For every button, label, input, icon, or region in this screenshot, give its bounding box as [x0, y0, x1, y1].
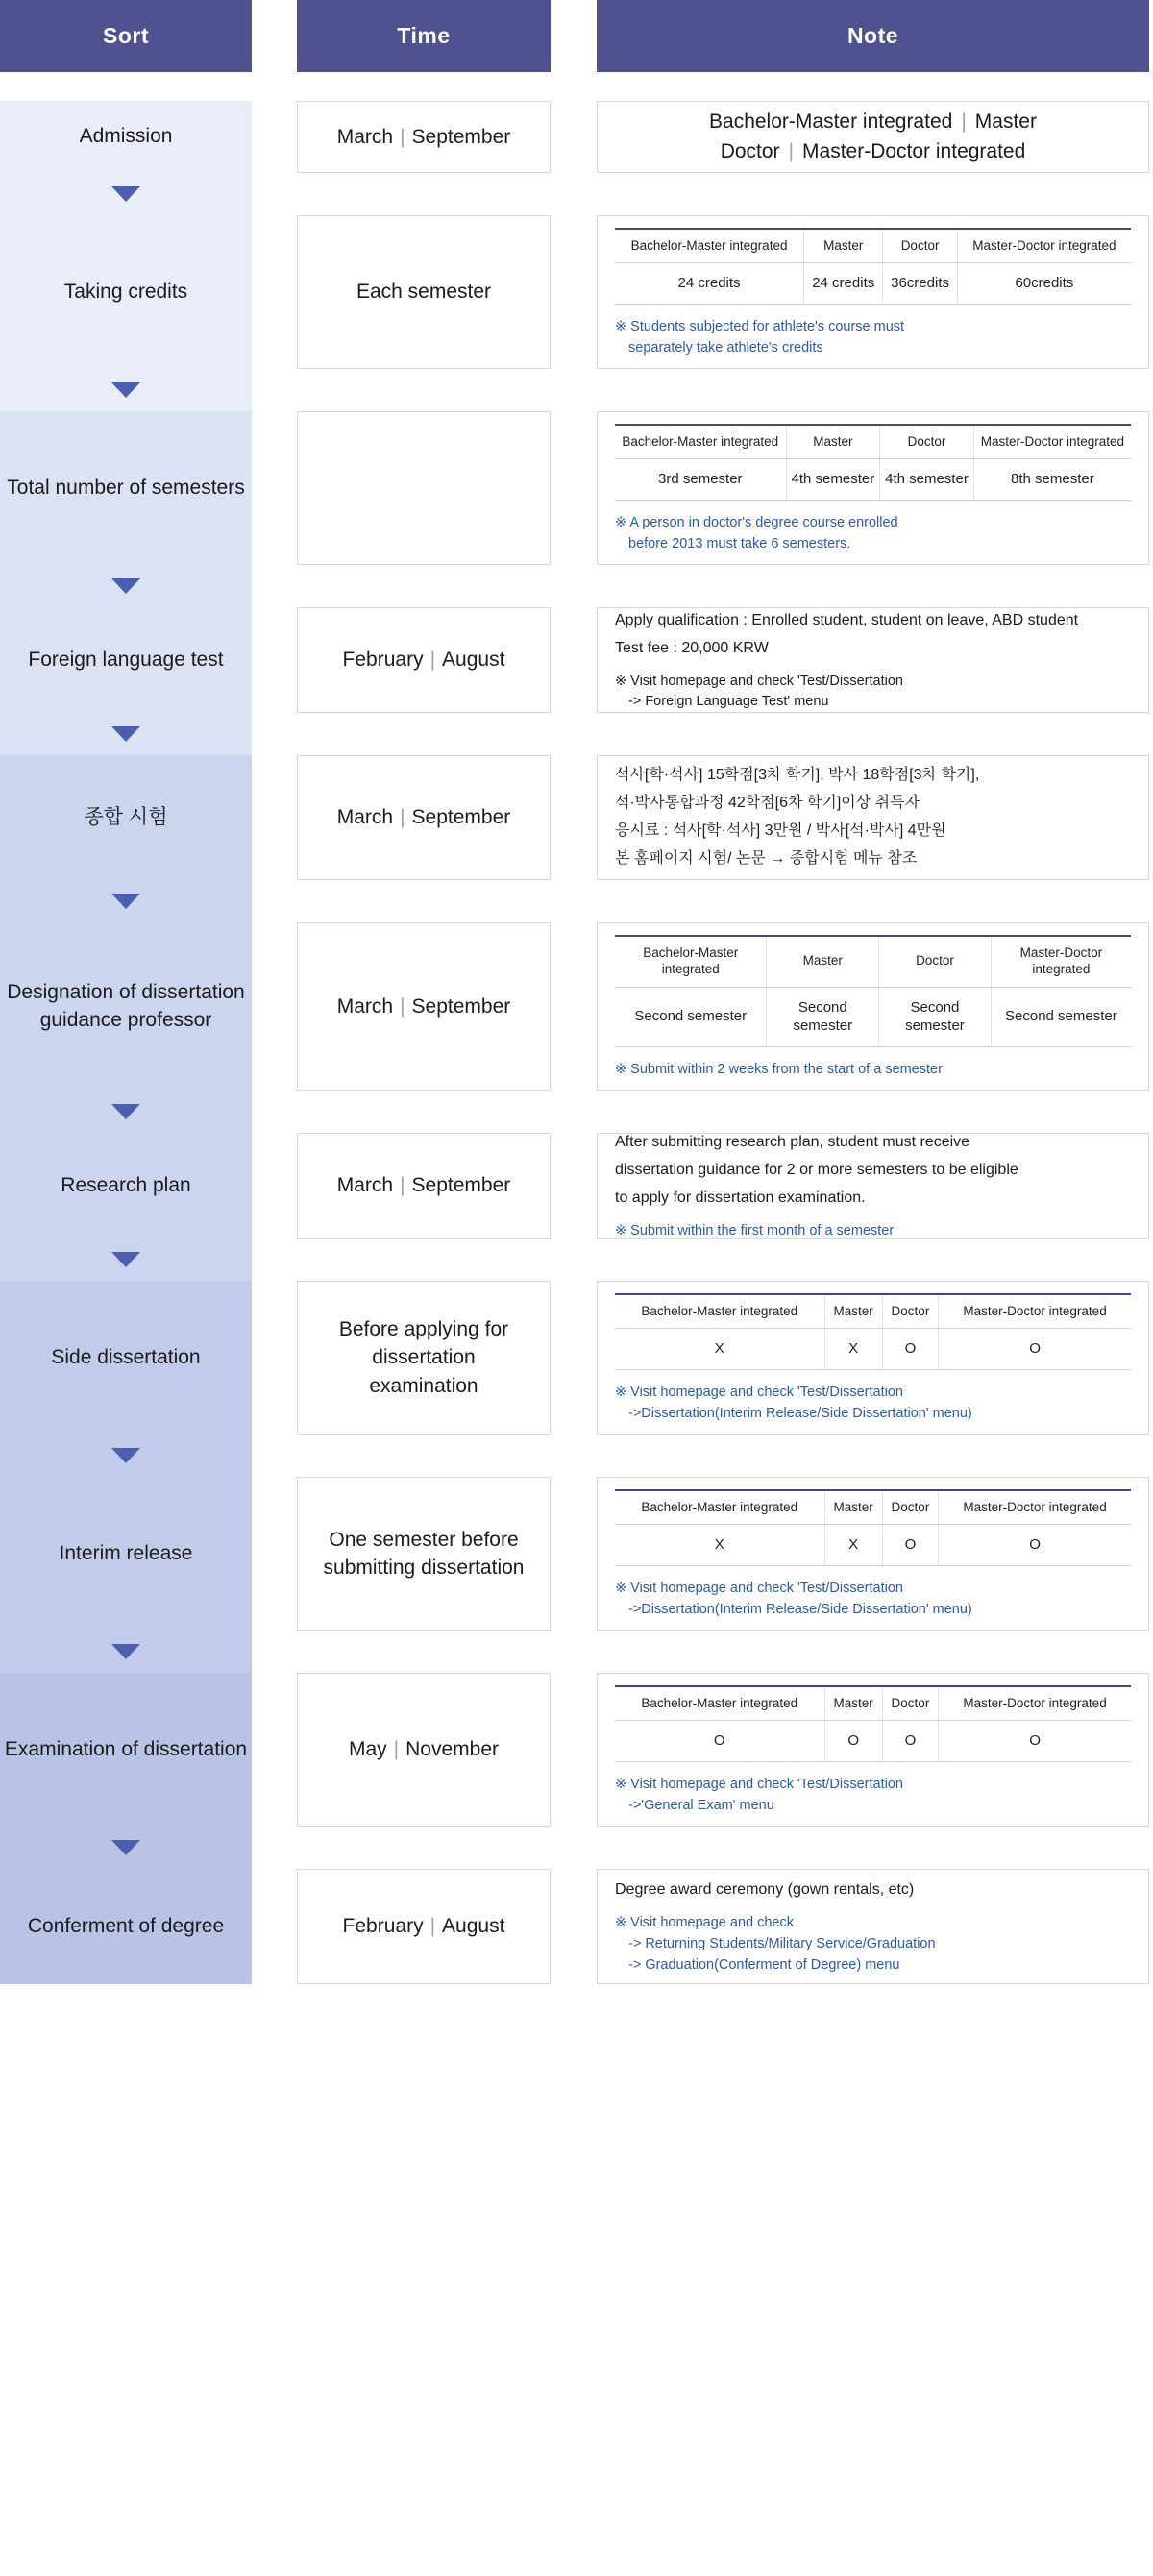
table-cell: X [615, 1329, 824, 1370]
note-line: dissertation guidance for 2 or more semesters to be eligible [615, 1162, 1018, 1179]
stage-label: Examination of dissertation [0, 1673, 252, 1827]
note-remark-line: ※ Submit within 2 weeks from the start of a semester [615, 1061, 943, 1077]
stage-time [297, 1477, 551, 1631]
column-gap [252, 1673, 297, 1827]
table-cell: 4th semester [786, 459, 880, 501]
column-gap [551, 755, 597, 880]
table-column-header: Doctor [882, 1294, 938, 1329]
time-separator: | [400, 806, 405, 829]
table-row [615, 987, 1131, 1046]
column-gap [252, 755, 297, 880]
table-cell: 8th semester [973, 459, 1131, 501]
flow-connector-row [0, 880, 1153, 922]
table-cell: O [939, 1329, 1131, 1370]
note-remark-line: ->Dissertation(Interim Release/Side Dissertation' menu) [628, 1601, 972, 1617]
note-remark-line: ※ Visit homepage and check 'Test/Dissertation [615, 673, 903, 689]
time-value-a: February [342, 649, 424, 672]
note-remark-line: ->Dissertation(Interim Release/Side Dissertation' menu) [628, 1405, 972, 1421]
flow-arrow-cell [0, 369, 252, 411]
connector-spacer [252, 173, 1153, 215]
table-column-header: Bachelor-Master integrated [615, 425, 786, 459]
note-remark [615, 317, 1131, 359]
table-cell: 3rd semester [615, 459, 786, 501]
table-column-header: Master-Doctor integrated [973, 425, 1131, 459]
time-value-b: September [411, 125, 511, 148]
stage-time [297, 922, 551, 1091]
table-column-header: Master [767, 936, 879, 987]
table-column-header: Bachelor-Master integrated [615, 229, 804, 263]
time-separator: | [400, 125, 405, 148]
flow-arrow-cell [0, 1239, 252, 1281]
note-line: Test fee : 20,000 KRW [615, 639, 769, 656]
process-row [0, 1673, 1153, 1827]
time-value-a: March [336, 1174, 394, 1197]
note-separator: | [961, 110, 967, 134]
table-column-header: Master [824, 1294, 882, 1329]
table-column-header: Bachelor-Master integrated [615, 936, 767, 987]
note-remark [615, 672, 1131, 714]
note-big-line [721, 137, 1026, 166]
stage-label: Taking credits [0, 215, 252, 369]
stage-label: 종합 시험 [0, 755, 252, 880]
table-cell: 24 credits [804, 263, 883, 305]
note-remark-line: -> Graduation(Conferment of Degree) menu [628, 1956, 900, 1973]
stage-time [297, 1281, 551, 1435]
note-remark [615, 1579, 1131, 1621]
column-gap [551, 411, 597, 565]
column-gap [252, 1477, 297, 1631]
column-gap [551, 1477, 597, 1631]
flow-arrow-cell [0, 173, 252, 215]
connector-spacer [252, 1239, 1153, 1281]
chevron-down-icon [111, 1252, 140, 1267]
connector-spacer [252, 1631, 1153, 1673]
flow-arrow-cell [0, 1435, 252, 1477]
column-gap [252, 607, 297, 713]
diagram-body [0, 101, 1153, 1984]
flow-connector-row [0, 1435, 1153, 1477]
column-gap [252, 922, 297, 1091]
table-row [615, 1721, 1131, 1762]
time-separator: | [393, 1738, 400, 1761]
time-value-a: Before applying for dissertation examination [338, 1317, 509, 1397]
table-cell: O [615, 1721, 824, 1762]
column-gap [551, 1869, 597, 1984]
table-column-header: Master-Doctor integrated [939, 1490, 1131, 1525]
time-value-b: November [405, 1738, 500, 1761]
chevron-down-icon [111, 578, 140, 594]
time-value-b: August [442, 1915, 505, 1938]
note-line: Apply qualification : Enrolled student, student on leave, ABD student [615, 611, 1079, 628]
table-cell: 36credits [883, 263, 957, 305]
stage-label: Research plan [0, 1133, 252, 1239]
flow-connector-row [0, 173, 1153, 215]
flow-connector-row [0, 1827, 1153, 1869]
table-column-header: Master [824, 1686, 882, 1721]
stage-time [297, 755, 551, 880]
spacer-e [597, 72, 1149, 101]
column-gap [252, 1869, 297, 1984]
flow-arrow-cell [0, 565, 252, 607]
column-gap [551, 922, 597, 1091]
flow-connector-row [0, 1239, 1153, 1281]
table-cell: 24 credits [615, 263, 804, 305]
chevron-down-icon [111, 382, 140, 398]
note-line: 응시료 : 석사[학·석사] 3만원 / 박사[석·박사] 4만원 [615, 822, 946, 839]
flow-arrow-cell [0, 713, 252, 755]
chevron-down-icon [111, 1448, 140, 1463]
degree-course-table [615, 1293, 1131, 1370]
column-gap [252, 215, 297, 369]
table-column-header: Master-Doctor integrated [991, 936, 1131, 987]
table-header-row [615, 1686, 1131, 1721]
table-header-row [0, 0, 1153, 72]
chevron-down-icon [111, 186, 140, 202]
table-column-header: Master-Doctor integrated [939, 1686, 1131, 1721]
table-cell: Second semester [615, 987, 767, 1046]
flow-connector-row [0, 1631, 1153, 1673]
connector-spacer [252, 713, 1153, 755]
table-column-header: Master [804, 229, 883, 263]
note-remark-line: ※ Students subjected for athlete's course must [615, 318, 905, 334]
time-separator: | [429, 1915, 436, 1938]
column-gap [551, 607, 597, 713]
table-column-header: Doctor [882, 1490, 938, 1525]
stage-label: Side dissertation [0, 1281, 252, 1435]
stage-label: Total number of semesters [0, 411, 252, 565]
note-remark-line: ※ Visit homepage and check [615, 1915, 794, 1931]
table-cell: O [939, 1525, 1131, 1566]
table-cell: X [615, 1525, 824, 1566]
note-line: 본 홈페이지 시험/ 논문 → 종합시험 메뉴 참조 [615, 849, 918, 867]
note-remark-line: -> Returning Students/Military Service/Graduation [628, 1936, 936, 1952]
connector-spacer [252, 565, 1153, 607]
degree-course-table [615, 935, 1131, 1047]
table-row [615, 263, 1131, 305]
note-remark [615, 1383, 1131, 1425]
process-row [0, 922, 1153, 1091]
table-column-header: Doctor [880, 425, 974, 459]
degree-course-table [615, 1489, 1131, 1566]
table-header-row [615, 1490, 1131, 1525]
note-line: 석사[학·석사] 15학점[3차 학기], 박사 18학점[3차 학기], [615, 767, 980, 784]
time-value-a: May [348, 1738, 387, 1761]
stage-label: Conferment of degree [0, 1869, 252, 1984]
degree-course-table [615, 424, 1131, 501]
flow-connector-row [0, 369, 1153, 411]
table-column-header: Doctor [883, 229, 957, 263]
time-separator: | [400, 1174, 405, 1197]
flow-arrow-cell [0, 880, 252, 922]
table-cell: O [882, 1525, 938, 1566]
stage-note [597, 411, 1149, 565]
time-value-a: Each semester [356, 281, 492, 304]
process-row [0, 1869, 1153, 1984]
note-term: Master [974, 110, 1037, 134]
spacer-d [551, 72, 597, 101]
stage-time [297, 101, 551, 173]
process-row [0, 1477, 1153, 1631]
process-row [0, 607, 1153, 713]
column-gap [252, 101, 297, 173]
column-gap [551, 215, 597, 369]
stage-note [597, 215, 1149, 369]
spacer-a [0, 72, 252, 101]
table-cell: Second semester [991, 987, 1131, 1046]
time-value-a: One semester before submitting dissertation [323, 1528, 525, 1579]
time-value-a: March [336, 994, 394, 1018]
time-value-b: August [442, 649, 505, 672]
flow-arrow-cell [0, 1631, 252, 1673]
table-header-row [615, 936, 1131, 987]
table-column-header: Bachelor-Master integrated [615, 1490, 824, 1525]
note-remark [615, 1060, 1131, 1081]
connector-spacer [252, 1827, 1153, 1869]
note-big-line [709, 108, 1037, 136]
table-cell: X [824, 1329, 882, 1370]
note-separator: | [788, 139, 795, 162]
note-term: Doctor [720, 139, 780, 162]
note-remark [615, 513, 1131, 555]
stage-time [297, 1673, 551, 1827]
process-row [0, 755, 1153, 880]
chevron-down-icon [111, 894, 140, 909]
connector-spacer [252, 369, 1153, 411]
flow-arrow-cell [0, 1827, 252, 1869]
stage-label: Admission [0, 101, 252, 173]
table-header-row [615, 1294, 1131, 1329]
note-remark-line: ->'General Exam' menu [628, 1797, 774, 1813]
stage-time [297, 1133, 551, 1239]
time-value-b: September [411, 994, 511, 1018]
stage-note [597, 101, 1149, 173]
note-remark-line: before 2013 must take 6 semesters. [628, 535, 851, 552]
table-cell: O [939, 1721, 1131, 1762]
table-column-header: Bachelor-Master integrated [615, 1686, 824, 1721]
stage-time [297, 411, 551, 565]
table-row [615, 1525, 1131, 1566]
table-row [615, 459, 1131, 501]
degree-course-table [615, 1685, 1131, 1762]
stage-label: Interim release [0, 1477, 252, 1631]
header-gap-1 [252, 0, 297, 72]
table-cell: Second semester [879, 987, 992, 1046]
table-column-header: Master [824, 1490, 882, 1525]
chevron-down-icon [111, 1104, 140, 1119]
table-column-header: Doctor [882, 1686, 938, 1721]
stage-note [597, 1477, 1149, 1631]
note-term: Bachelor-Master integrated [709, 110, 953, 134]
header-note: Note [597, 0, 1149, 72]
chevron-down-icon [111, 1644, 140, 1659]
note-remark-line: ※ Submit within the first month of a semester [615, 1222, 895, 1239]
process-row [0, 1281, 1153, 1435]
table-cell: Second semester [767, 987, 879, 1046]
process-row [0, 101, 1153, 173]
time-value-b: September [411, 1174, 511, 1197]
column-gap [551, 1673, 597, 1827]
column-gap [551, 101, 597, 173]
stage-time [297, 215, 551, 369]
table-row [615, 1329, 1131, 1370]
note-remark-line: ※ Visit homepage and check 'Test/Dissertation [615, 1776, 903, 1792]
note-remark [615, 1913, 1131, 1975]
table-header-row [615, 229, 1131, 263]
stage-note [597, 1133, 1149, 1239]
table-cell: X [824, 1525, 882, 1566]
note-line: After submitting research plan, student must receive [615, 1134, 970, 1151]
table-column-header: Master-Doctor integrated [939, 1294, 1131, 1329]
note-remark-line: separately take athlete's credits [628, 339, 823, 356]
chevron-down-icon [111, 1840, 140, 1855]
table-header-row [615, 425, 1131, 459]
degree-course-table [615, 228, 1131, 305]
stage-note [597, 1281, 1149, 1435]
stage-label: Foreign language test [0, 607, 252, 713]
time-value-a: March [336, 125, 394, 148]
note-line: Degree award ceremony (gown rentals, etc) [615, 1881, 915, 1899]
time-value-a: March [336, 806, 394, 829]
column-gap [551, 1281, 597, 1435]
note-remark [615, 1775, 1131, 1817]
stage-label: Designation of dissertation guidance professor [0, 922, 252, 1091]
stage-time [297, 1869, 551, 1984]
note-line: to apply for dissertation examination. [615, 1190, 866, 1207]
time-separator: | [400, 994, 405, 1018]
flow-arrow-cell [0, 1091, 252, 1133]
note-remark-line: ※ Visit homepage and check 'Test/Dissertation [615, 1384, 903, 1400]
stage-note [597, 1673, 1149, 1827]
stage-note [597, 1869, 1149, 1984]
column-gap [252, 1133, 297, 1239]
process-row [0, 411, 1153, 565]
column-gap [551, 1133, 597, 1239]
time-value-a: February [342, 1915, 424, 1938]
table-column-header: Master-Doctor integrated [957, 229, 1131, 263]
table-cell: O [824, 1721, 882, 1762]
connector-spacer [252, 1091, 1153, 1133]
note-term: Master-Doctor integrated [802, 139, 1026, 162]
connector-spacer [252, 880, 1153, 922]
note-line: 석·박사통합과정 42학점[6차 학기]이상 취득자 [615, 795, 920, 812]
note-remark-line: -> Foreign Language Test' menu [628, 694, 829, 710]
process-row [0, 215, 1153, 369]
spacer-c [297, 72, 551, 101]
stage-note [597, 755, 1149, 880]
table-cell: 60credits [957, 263, 1131, 305]
time-separator: | [429, 649, 436, 672]
table-cell: 4th semester [880, 459, 974, 501]
time-value-b: September [411, 806, 511, 829]
table-column-header: Master [786, 425, 880, 459]
flow-connector-row [0, 1091, 1153, 1133]
stage-time [297, 607, 551, 713]
header-spacer [0, 72, 1153, 101]
table-cell: O [882, 1329, 938, 1370]
header-gap-2 [551, 0, 597, 72]
table-column-header: Bachelor-Master integrated [615, 1294, 824, 1329]
table-column-header: Doctor [879, 936, 992, 987]
stage-note [597, 607, 1149, 713]
column-gap [252, 411, 297, 565]
table-cell: O [882, 1721, 938, 1762]
note-remark-line: ※ Visit homepage and check 'Test/Dissertation [615, 1580, 903, 1596]
spacer-b [252, 72, 297, 101]
connector-spacer [252, 1435, 1153, 1477]
flow-connector-row [0, 713, 1153, 755]
stage-note [597, 922, 1149, 1091]
header-time: Time [297, 0, 551, 72]
header-sort: Sort [0, 0, 252, 72]
chevron-down-icon [111, 726, 140, 742]
note-remark-line: ※ A person in doctor's degree course enrolled [615, 514, 898, 530]
column-gap [252, 1281, 297, 1435]
flow-connector-row [0, 565, 1153, 607]
process-row [0, 1133, 1153, 1239]
